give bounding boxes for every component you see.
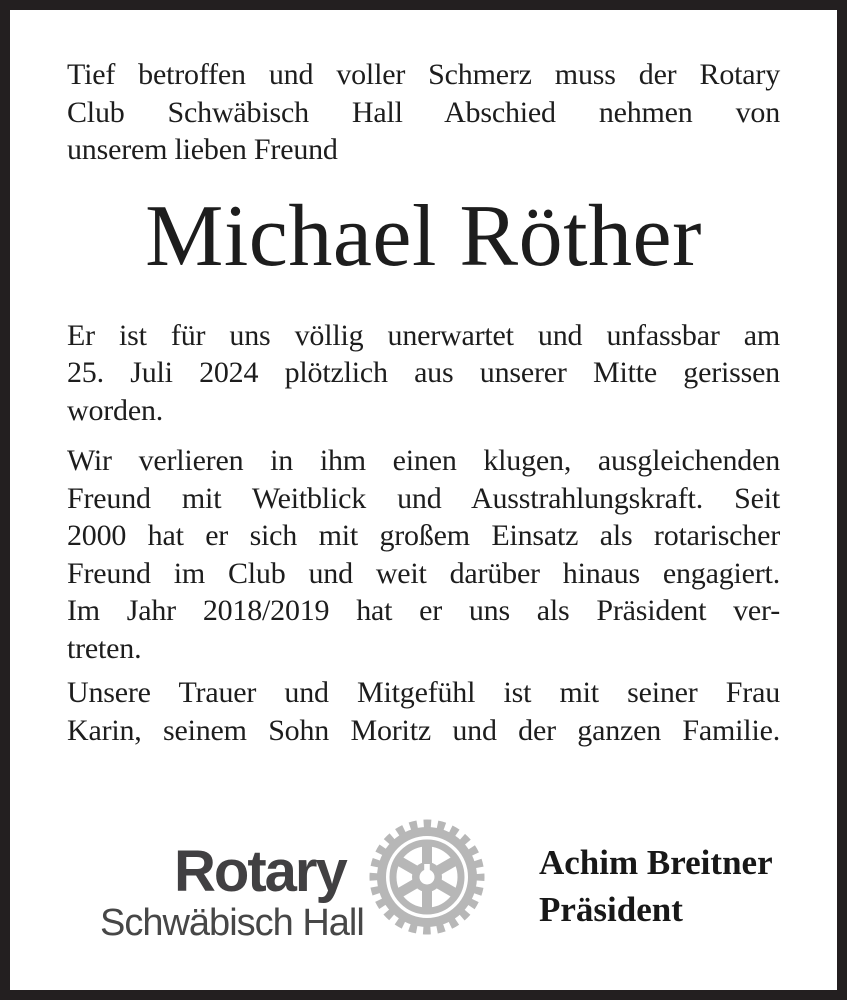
death-date-line-3: worden. (67, 393, 164, 427)
condolence-line-2: Karin, seinem Sohn Moritz und der ganzen Familie. (67, 713, 780, 747)
tribute-line-1: Wir verlieren in ihm einen klugen, ausgleichenden (67, 444, 780, 477)
condolence-line-1: Unsere Trauer und Mitgefühl ist mit seiner Frau (67, 676, 780, 709)
signer-name: Achim Breitner (539, 843, 773, 882)
intro-paragraph (67, 56, 780, 169)
deceased-name: Michael Röther (145, 187, 702, 285)
tribute-line-6: treten. (67, 631, 142, 665)
rotary-wheel-icon (367, 817, 487, 937)
tribute-line-4: Freund im Club und weit darüber hinaus engagiert. (67, 556, 780, 590)
rotary-logo-wordmark: Rotary (174, 839, 346, 904)
footer (67, 815, 780, 955)
death-date-line-1: Er ist für uns völlig unerwartet und unfassbar am (67, 318, 780, 352)
intro-line-1: Tief betroffen und voller Schmerz muss der Rotary (67, 58, 780, 91)
signature-block (539, 839, 773, 933)
tribute-line-2: Freund mit Weitblick und Ausstrahlungskraft. Seit (67, 481, 780, 515)
death-date-paragraph (67, 317, 780, 430)
intro-line-3: unserem lieben Freund (67, 133, 338, 166)
intro-line-2: Club Schwäbisch Hall Abschied nehmen von (67, 95, 780, 129)
condolence-paragraph (67, 674, 780, 749)
tribute-line-3: 2000 hat er sich mit großem Einsatz als rotarischer (67, 519, 780, 552)
tribute-line-5: Im Jahr 2018/2019 hat er uns als Präsident ver- (67, 594, 780, 627)
signer-role: Präsident (539, 890, 683, 929)
death-date-line-2: 25. Juli 2024 plötzlich aus unserer Mitte gerissen (67, 356, 780, 389)
tribute-paragraph (67, 442, 780, 667)
rotary-logo-location: Schwäbisch Hall (100, 902, 364, 944)
